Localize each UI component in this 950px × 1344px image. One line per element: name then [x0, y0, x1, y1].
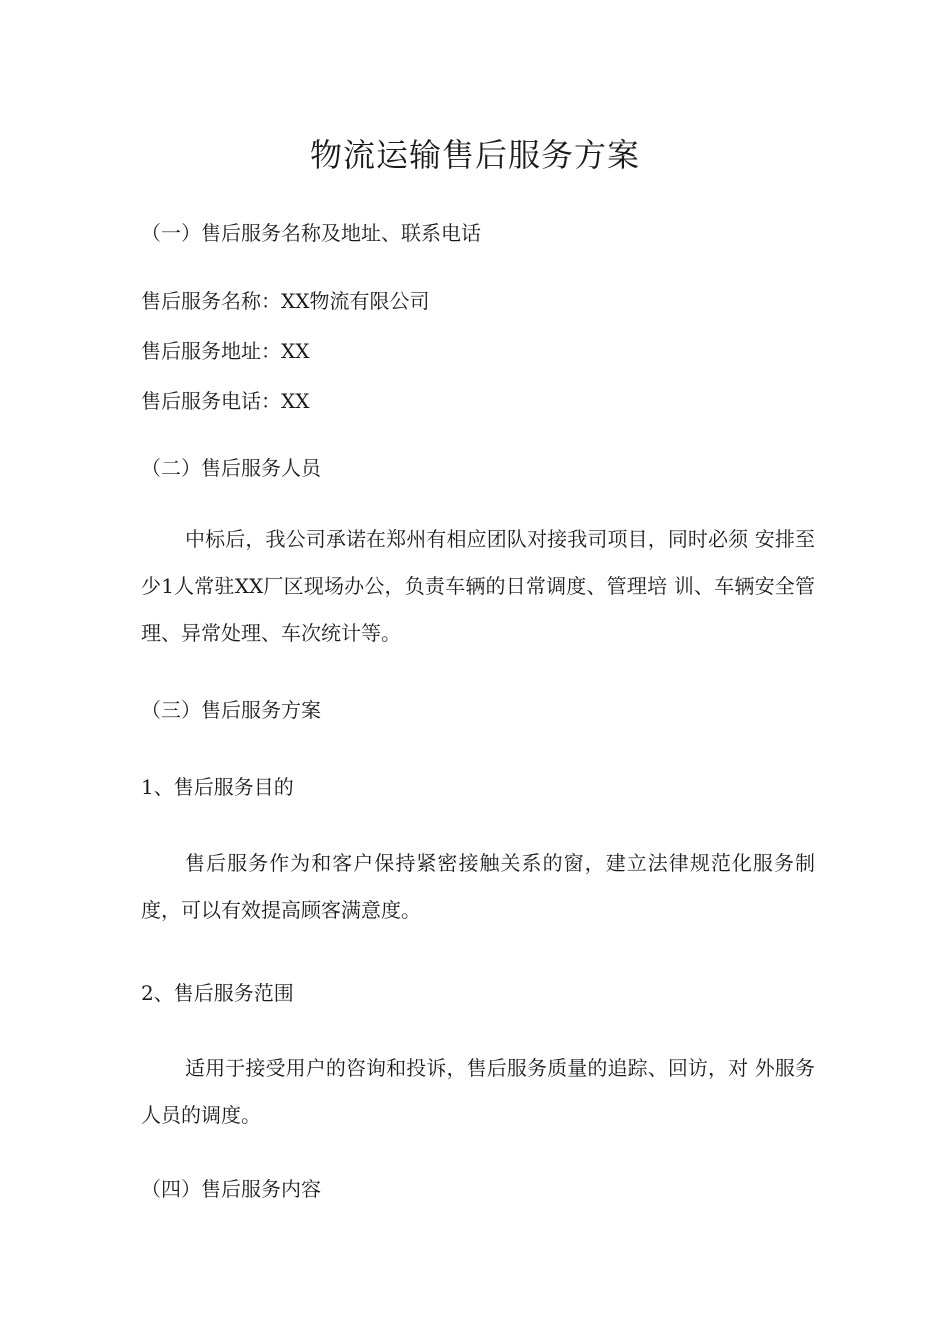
section-2-paragraph: 中标后，我公司承诺在郑州有相应团队对接我司项目，同时必须 安排至少1人常驻XX厂区现场办公，负责车辆的日常调度、管理培 训、车辆安全管理、异常处理、车次统计等。: [141, 527, 815, 645]
section-1-heading: （一）售后服务名称及地址、联系电话: [141, 221, 481, 245]
service-phone-line: 售后服务电话：XX: [141, 389, 310, 413]
section-2-heading: （二）售后服务人员: [141, 456, 321, 480]
subsection-2-heading: 2、售后服务范围: [141, 981, 294, 1005]
subsection-2-paragraph: 适用于接受用户的咨询和投诉，售后服务质量的追踪、回访，对 外服务人员的调度。: [141, 1056, 815, 1127]
service-name-line: 售后服务名称：XX物流有限公司: [141, 289, 430, 313]
service-address-line: 售后服务地址：XX: [141, 339, 310, 363]
section-3-heading: （三）售后服务方案: [141, 698, 321, 722]
section-4-heading: （四）售后服务内容: [141, 1177, 321, 1201]
document-title: 物流运输售后服务方案: [309, 136, 640, 174]
subsection-1-paragraph: 售后服务作为和客户保持紧密接触关系的窗，建立法律规范化服务制度，可以有效提高顾客满意度。: [141, 851, 815, 922]
subsection-1-heading: 1、售后服务目的: [141, 775, 294, 799]
